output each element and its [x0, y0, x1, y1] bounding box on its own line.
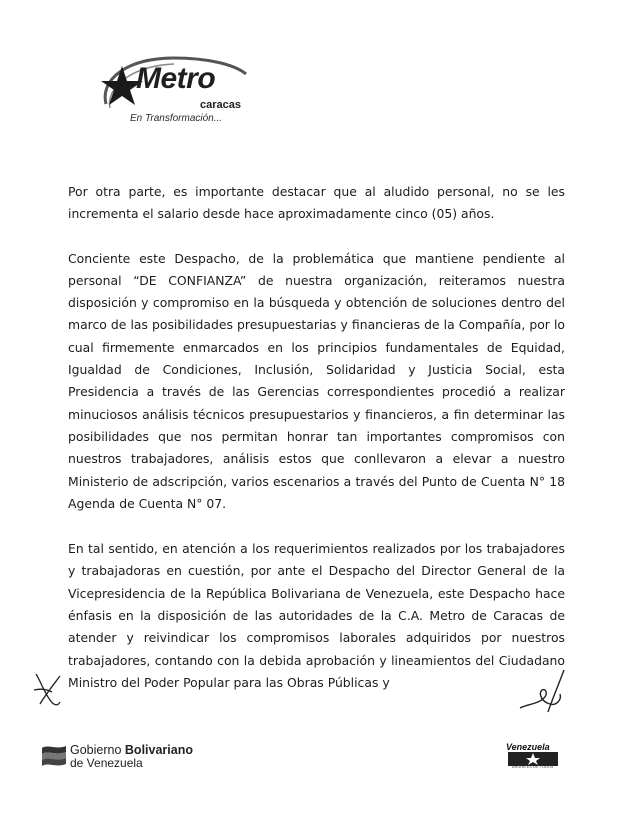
gov-title	[70, 743, 193, 757]
logo-city: caracas	[200, 99, 241, 111]
gov-subtitle: de Venezuela	[70, 756, 143, 770]
paragraph-3: En tal sentido, en atención a los requerimientos realizados por los trabajadores y trabajadoras en cuestión, por ante el Despacho del Director General de la Vicepresidencia de la República Bolivariana de Venezuela, este Despacho hace énfasis en la disposición de las autoridades de la C.A. Metro de Caracas de atender y reivindicar los compromisos laborales adquiridos por nuestros trabajadores, contando con la debida aprobación y lineamientos del Ciudadano Ministro del Poder Popular para las Obras Públicas y	[68, 541, 565, 690]
paragraph-2: Conciente este Despacho, de la problemática que mantiene pendiente al personal “DE CONFIANZA” de nuestra organización, reiteramos nuestra disposición y compromiso en la búsqueda y obtención de soluciones dentro del marco de las posibilidades presupuestarias y financieras de la Compañía, por lo cual firmemente enmarcados en los principios fundamentales de Equidad, Igualdad de Condiciones, Inclusión, Solidaridad y Justicia Social, esta Presidencia a través de las Gerencias correspondientes procedió a realizar minuciosos análisis técnicos presupuestarios y financieros, a fin determinar las posibilidades que nos permitan honrar tan importantes compromisos con nuestros trabajadores, análisis estos que conllevaron a elevar a nuestro Ministerio de adscripción, varios escenarios a través del Punto de Cuenta N° 18 Agenda de Cuenta N° 07.	[68, 250, 565, 511]
initials-signature-left	[30, 670, 70, 710]
venezuela-wordmark: Venezuela	[506, 742, 550, 752]
venezuela-emblem-icon	[508, 752, 558, 766]
gov-bolivariano-logo	[40, 742, 220, 770]
gov-bold: Bolivariano	[124, 743, 193, 757]
gov-prefix: Gobierno	[70, 743, 125, 757]
initials-signature-right	[512, 668, 582, 720]
paragraph-1: Por otra parte, es importante destacar que al aludido personal, no se les incrementa el salario desde hace aproximadamente cinco (05) años.	[68, 184, 565, 222]
venezuela-ahora-logo	[504, 742, 562, 772]
venezuela-slogan: AHORA ES DE TODOS	[512, 765, 554, 769]
logo-wordmark: Metro	[136, 62, 216, 95]
venezuelan-flag-icon	[40, 742, 68, 768]
letter-body	[68, 181, 565, 694]
metro-caracas-logo	[96, 52, 266, 127]
logo-tagline: En Transformación...	[130, 113, 223, 124]
